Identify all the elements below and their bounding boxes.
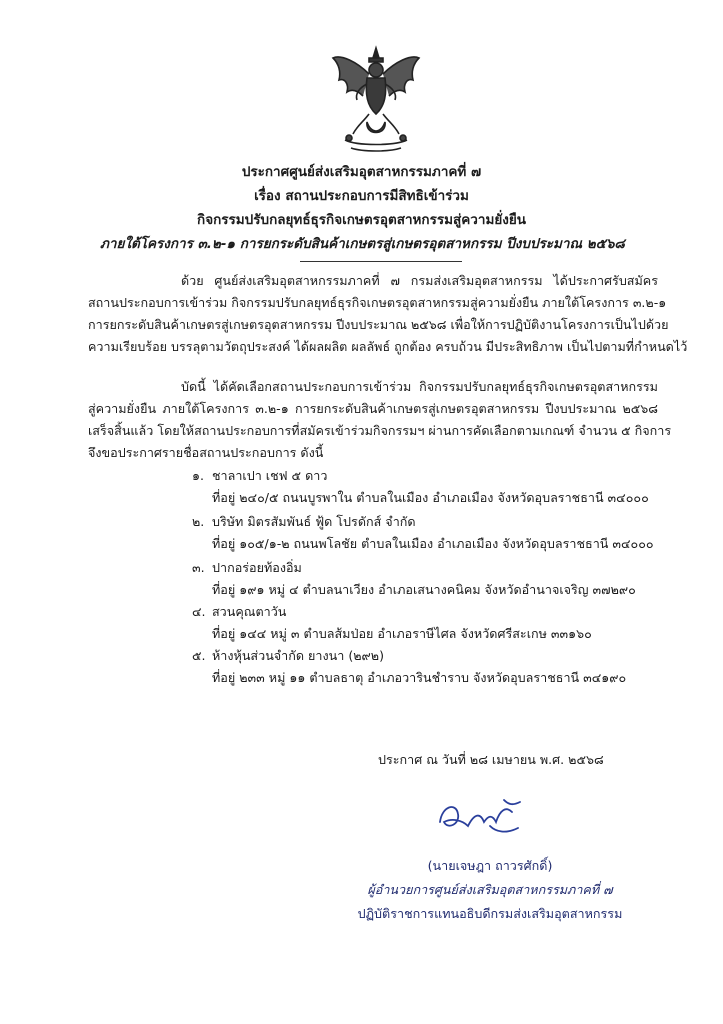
paragraph-line: สู่ความยั่งยืน ภายใต้โครงการ ๓.๒-๑ การยกระดับสินค้าเกษตรสู่เกษตรอุตสาหกรรม ปีงบประมาณ ๒๕๖๘ xyxy=(88,401,658,416)
paragraph-line: ด้วย ศูนย์ส่งเสริมอุตสาหกรรมภาคที่ ๗ กรมส่งเสริมอุตสาหกรรม ได้ประกาศรับสมัคร xyxy=(181,273,658,288)
paragraph-line: เสร็จสิ้นแล้ว โดยให้สถานประกอบการที่สมัครเข้าร่วมกิจกรรมฯ ผ่านการคัดเลือกตามเกณฑ์ จำนวน ๕ กิจการ xyxy=(88,423,672,438)
company-name: สวนคุณตาวัน xyxy=(212,604,287,619)
item-number: ๕. xyxy=(192,648,206,663)
item-number: ๒. xyxy=(192,514,205,529)
paragraph-line: บัดนี้ ได้คัดเลือกสถานประกอบการเข้าร่วม กิจกรรมปรับกลยุทธ์ธุรกิจเกษตรอุตสาหกรรม xyxy=(181,379,658,394)
company-name: ปากอร่อยท้องอิ่ม xyxy=(212,560,302,575)
subject-line: เรื่อง สถานประกอบการมีสิทธิเข้าร่วม xyxy=(254,188,469,204)
company-address: ที่อยู่ ๑๐๕/๑-๒ ถนนพโลชัย ตำบลในเมือง อำเภอเมือง จังหวัดอุบลราชธานี ๓๔๐๐๐ xyxy=(212,536,654,551)
garuda-emblem-icon xyxy=(327,44,425,156)
paragraph-line: ความเรียบร้อย บรรลุตามวัตถุประสงค์ ได้ผลผลิต ผลลัพธ์ ถูกต้อง ครบถ้วน มีประสิทธิภาพ เป็นไปตามที่กำหนดไว้ xyxy=(88,339,688,354)
paragraph-line: สถานประกอบการเข้าร่วม กิจกรรมปรับกลยุทธ์ธุรกิจเกษตรอุตสาหกรรมสู่ความยั่งยืน ภายใต้โครงการ ๓.๒-๑ xyxy=(88,295,667,310)
signer-acting-role: ปฏิบัติราชการแทนอธิบดีกรมส่งเสริมอุตสาหกรรม xyxy=(357,906,623,921)
company-name: บริษัท มิตรสัมพันธ์ ฟู้ด โปรดักส์ จำกัด xyxy=(212,514,416,529)
list-item xyxy=(192,512,416,532)
item-number: ๑. xyxy=(192,468,204,483)
signer-name: (นายเจษฎา ถาวรศักดิ์) xyxy=(427,858,553,873)
project-title: ภายใต้โครงการ ๓.๒-๑ การยกระดับสินค้าเกษตรสู่เกษตรอุตสาหกรรม ปีงบประมาณ ๒๕๖๘ xyxy=(100,236,625,252)
company-name: ชาลาเปา เชฟ ๕ ดาว xyxy=(212,468,328,483)
list-item xyxy=(192,466,327,486)
list-item xyxy=(192,602,286,622)
item-number: ๔. xyxy=(192,604,206,619)
paragraph-line: จึงขอประกาศรายชื่อสถานประกอบการ ดังนี้ xyxy=(88,445,324,460)
activity-title: กิจกรรมปรับกลยุทธ์ธุรกิจเกษตรอุตสาหกรรมสู่ความยั่งยืน xyxy=(197,212,526,228)
item-number: ๓. xyxy=(192,560,205,575)
announcement-title: ประกาศศูนย์ส่งเสริมอุตสาหกรรมภาคที่ ๗ xyxy=(241,164,482,180)
header-divider xyxy=(300,261,462,262)
company-address: ที่อยู่ ๒๔๐/๕ ถนนบูรพาใน ตำบลในเมือง อำเภอเมือง จังหวัดอุบลราชธานี ๓๔๐๐๐ xyxy=(212,490,649,505)
signer-title: ผู้อำนวยการศูนย์ส่งเสริมอุตสาหกรรมภาคที่ ๗ xyxy=(367,882,613,897)
list-item xyxy=(192,646,384,666)
company-address: ที่อยู่ ๒๓๓ หมู่ ๑๑ ตำบลธาตุ อำเภอวารินชำราบ จังหวัดอุบลราชธานี ๓๔๑๙๐ xyxy=(212,670,627,685)
paragraph-line: การยกระดับสินค้าเกษตรสู่เกษตรอุตสาหกรรม ปีงบประมาณ ๒๕๖๘ เพื่อให้การปฏิบัติงานโครงการเป็นไปด้วย xyxy=(88,317,669,332)
company-address: ที่อยู่ ๑๔๔ หมู่ ๓ ตำบลส้มป่อย อำเภอราษีไศล จังหวัดศรีสะเกษ ๓๓๑๖๐ xyxy=(212,626,592,641)
list-item xyxy=(192,558,302,578)
paragraph-intro xyxy=(88,270,688,358)
announcement-date: ประกาศ ณ วันที่ ๒๘ เมษายน พ.ศ. ๒๕๖๘ xyxy=(378,752,604,767)
company-name: ห้างหุ้นส่วนจำกัด ยางนา (๒๙๒) xyxy=(212,648,384,663)
signature-icon xyxy=(434,792,526,838)
company-address: ที่อยู่ ๑๙๑ หมู่ ๔ ตำบลนาเวียง อำเภอเสนางคนิคม จังหวัดอำนาจเจริญ ๓๗๒๙๐ xyxy=(212,582,636,597)
paragraph-selection xyxy=(88,376,672,464)
